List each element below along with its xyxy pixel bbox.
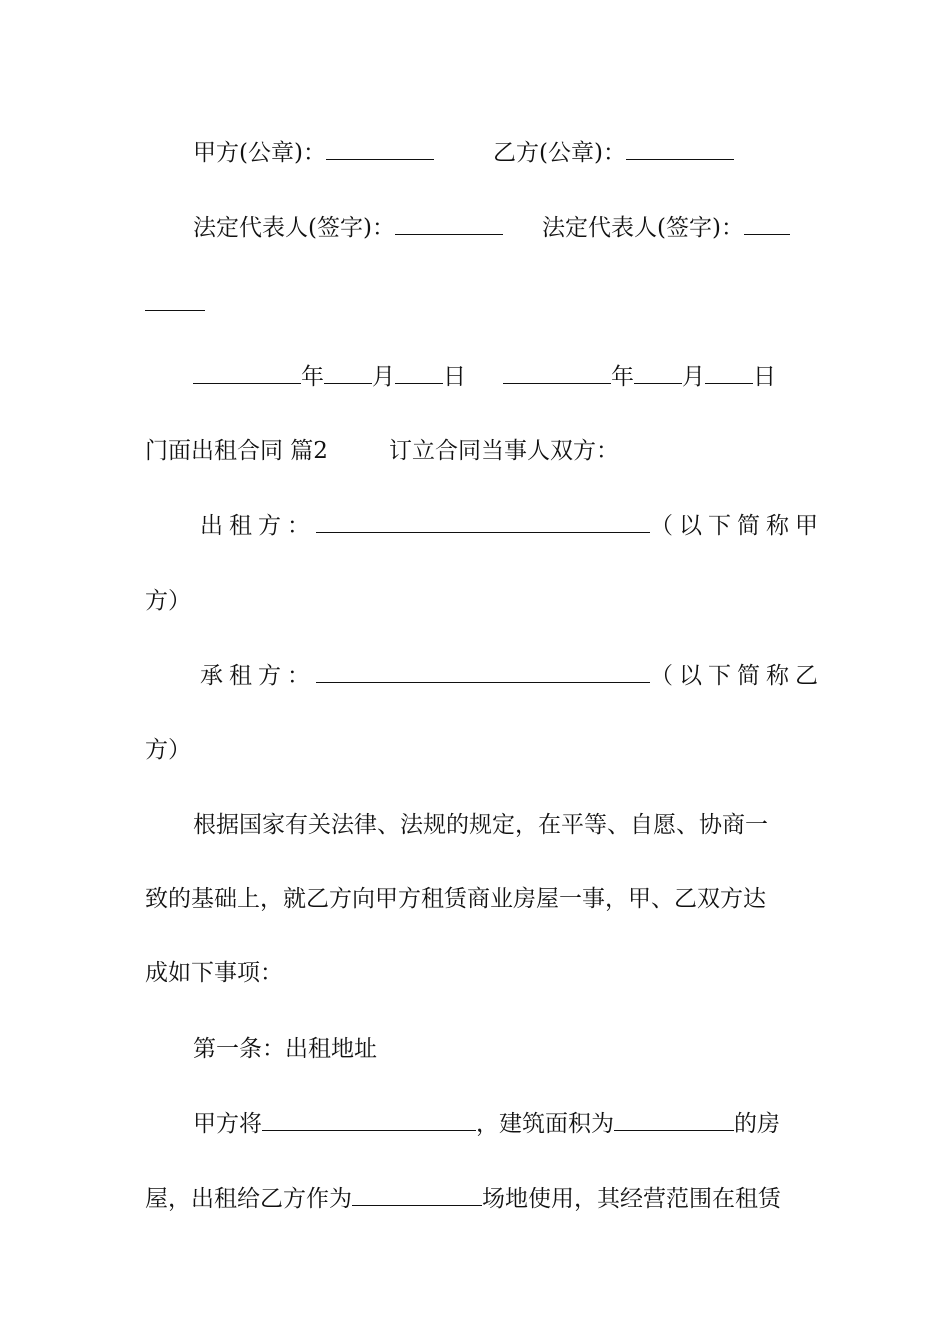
lessee-line-end bbox=[145, 735, 191, 765]
day-blank-a bbox=[395, 363, 443, 384]
lessor-suffix: （以下简称甲 bbox=[650, 513, 824, 539]
party-a-seal-label: 甲方(公章)： bbox=[193, 140, 326, 166]
lessor-label: 出租方： bbox=[200, 513, 316, 539]
year-blank-a bbox=[193, 363, 301, 384]
year-label-b: 年 bbox=[611, 364, 634, 390]
intro-text-2: 致的基础上，就乙方向甲方租赁商业房屋一事，甲、乙双方达 bbox=[145, 886, 766, 912]
usage-blank bbox=[352, 1185, 482, 1206]
contract-parties-intro bbox=[389, 436, 619, 466]
year-blank-b bbox=[503, 363, 611, 384]
legal-rep-b-blank bbox=[744, 214, 790, 235]
lessee-line bbox=[200, 661, 824, 691]
party-a-seal-blank bbox=[326, 139, 434, 160]
month-blank-a bbox=[324, 363, 372, 384]
day-label-a: 日 bbox=[443, 364, 466, 390]
contract-title: 门面出租合同 篇2 bbox=[145, 438, 328, 464]
intro-line-1 bbox=[193, 810, 768, 840]
contract-heading bbox=[145, 436, 328, 466]
address-blank bbox=[262, 1110, 476, 1131]
legal-rep-b-line bbox=[542, 213, 790, 243]
day-blank-b bbox=[705, 363, 753, 384]
intro-line-2 bbox=[145, 884, 766, 914]
month-label-b: 月 bbox=[682, 364, 705, 390]
article-1-text-b: ，建筑面积为 bbox=[476, 1111, 614, 1137]
date-line-a bbox=[193, 362, 466, 392]
lessee-label: 承租方： bbox=[200, 663, 316, 689]
lessor-line-end bbox=[145, 586, 191, 616]
article-1-title bbox=[193, 1034, 377, 1064]
legal-rep-a-line bbox=[193, 213, 503, 243]
article-1-text-a: 甲方将 bbox=[193, 1111, 262, 1137]
date-line-b bbox=[503, 362, 776, 392]
article-1-line-1 bbox=[193, 1109, 780, 1139]
intro-text-1: 根据国家有关法律、法规的规定，在平等、自愿、协商一 bbox=[193, 812, 768, 838]
article-1-text-d: 屋，出租给乙方作为 bbox=[145, 1186, 352, 1212]
legal-rep-a-label: 法定代表人(签字)： bbox=[193, 215, 395, 241]
year-label-a: 年 bbox=[301, 364, 324, 390]
area-blank bbox=[614, 1110, 734, 1131]
party-b-seal-line bbox=[493, 138, 734, 168]
legal-rep-a-blank bbox=[395, 214, 503, 235]
article-1-title-text: 第一条：出租地址 bbox=[193, 1036, 377, 1062]
lessee-suffix-end: 方） bbox=[145, 737, 191, 763]
article-1-text-e: 场地使用，其经营范围在租赁 bbox=[482, 1186, 781, 1212]
article-1-text-c: 的房 bbox=[734, 1111, 780, 1137]
lessor-suffix-end: 方） bbox=[145, 588, 191, 614]
lessor-blank bbox=[316, 512, 650, 533]
party-b-seal-blank bbox=[626, 139, 734, 160]
legal-rep-b-blank-continued bbox=[145, 289, 205, 319]
lessor-line bbox=[200, 511, 824, 541]
party-a-seal-line bbox=[193, 138, 434, 168]
lessee-suffix: （以下简称乙 bbox=[650, 663, 824, 689]
article-1-line-2 bbox=[145, 1184, 781, 1214]
month-blank-b bbox=[634, 363, 682, 384]
month-label-a: 月 bbox=[372, 364, 395, 390]
parties-label: 订立合同当事人双方： bbox=[389, 438, 619, 464]
intro-line-3 bbox=[145, 958, 283, 988]
legal-rep-b-label: 法定代表人(签字)： bbox=[542, 215, 744, 241]
intro-text-3: 成如下事项： bbox=[145, 960, 283, 986]
lessee-blank bbox=[316, 662, 650, 683]
day-label-b: 日 bbox=[753, 364, 776, 390]
party-b-seal-label: 乙方(公章)： bbox=[493, 140, 626, 166]
